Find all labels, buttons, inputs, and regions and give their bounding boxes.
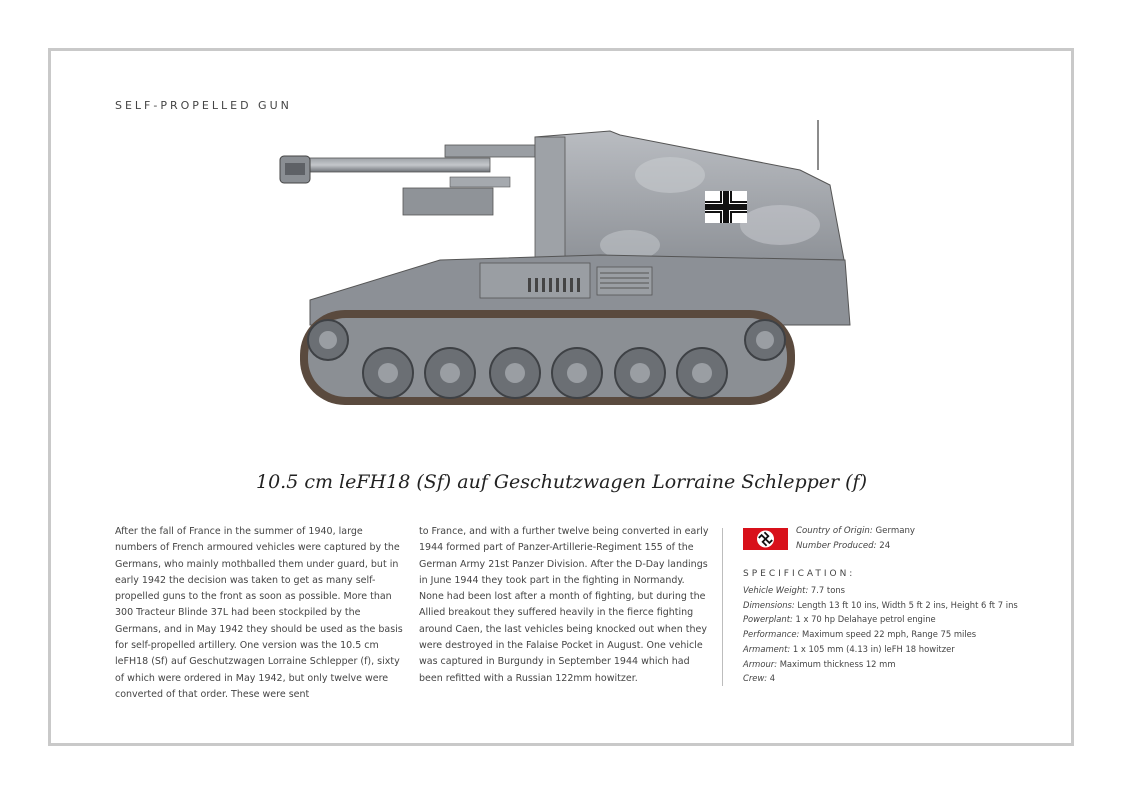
- spec-value: 1 x 70 hp Delahaye petrol engine: [792, 614, 936, 625]
- spec-label: Vehicle Weight:: [743, 585, 809, 595]
- spec-value: Maximum thickness 12 mm: [777, 658, 896, 669]
- vehicle-title: 10.5 cm leFH18 (Sf) auf Geschutzwagen Lorraine Schlepper (f): [256, 471, 867, 493]
- spec-label: Powerplant:: [743, 614, 793, 625]
- spec-label: Armament:: [743, 643, 791, 654]
- description-column-2: to France, and with a further twelve being converted in early 1944 formed part of Panzer-Artillerie-Regiment 155 of the German Army 21st Panzer Division. After the D-Day landings in June 1944 they took part in the fighting in Normandy. None had been lost after a month of fighting, but during the Allied breakout they suffered heavily in the fierce fighting around Caen, the last vehicles being knocked out when they were destroyed in the Falaise Pocket in August. One vehicle was captured in Burgundy in September 1944 which had been refitted with a Russian 122mm howitzer.: [419, 526, 709, 684]
- produced-label: Number Produced:: [796, 541, 877, 551]
- tank-illustration: [270, 115, 870, 415]
- country-label: Country of Origin:: [796, 526, 873, 536]
- spec-value: 1 x 105 mm (4.13 in) leFH 18 howitzer: [790, 643, 955, 654]
- spec-item: [743, 598, 1018, 613]
- spec-item: [743, 671, 1018, 686]
- specification-list: [743, 583, 1018, 686]
- spec-label: Dimensions:: [743, 599, 795, 610]
- spec-value: Length 13 ft 10 ins, Width 5 ft 2 ins, Height 6 ft 7 ins: [794, 599, 1018, 610]
- column-divider: [722, 528, 723, 686]
- spec-label: Performance:: [743, 629, 800, 640]
- german-flag-icon: [743, 528, 788, 550]
- spec-value: Maximum speed 22 mph, Range 75 miles: [799, 629, 977, 640]
- category-label: SELF-PROPELLED GUN: [115, 99, 292, 112]
- country-value: Germany: [872, 526, 915, 536]
- description-column-1: After the fall of France in the summer of 1940, large numbers of French armoured vehicles were captured by the Germans, who mainly mothballed them under guard, but in early 1942 the decision was taken to get as many self-propelled guns to the front as soon as possible. More than 300 Tracteur Blinde 37L had been stockpiled by the Germans, and in May 1942 they should be used as the basis for self-propelled artillery. One version was the 10.5 cm leFH18 (Sf) auf Geschutzwagen Lorraine Schlepper (f), sixty of which were ordered in May 1942, but only twelve were converted of that order. These were sent: [115, 526, 403, 700]
- spec-value: 4: [767, 673, 776, 684]
- spec-label: Crew:: [743, 673, 768, 684]
- spec-value: 7.7 tons: [808, 585, 845, 595]
- specification-heading: SPECIFICATION:: [743, 569, 856, 579]
- spec-item: [743, 583, 1018, 598]
- spec-item: [743, 657, 1018, 672]
- origin-info: [796, 524, 915, 554]
- spec-item: [743, 612, 1018, 627]
- spec-label: Armour:: [743, 658, 778, 669]
- produced-value: 24: [876, 541, 891, 551]
- spec-item: [743, 642, 1018, 657]
- spec-item: [743, 627, 1018, 642]
